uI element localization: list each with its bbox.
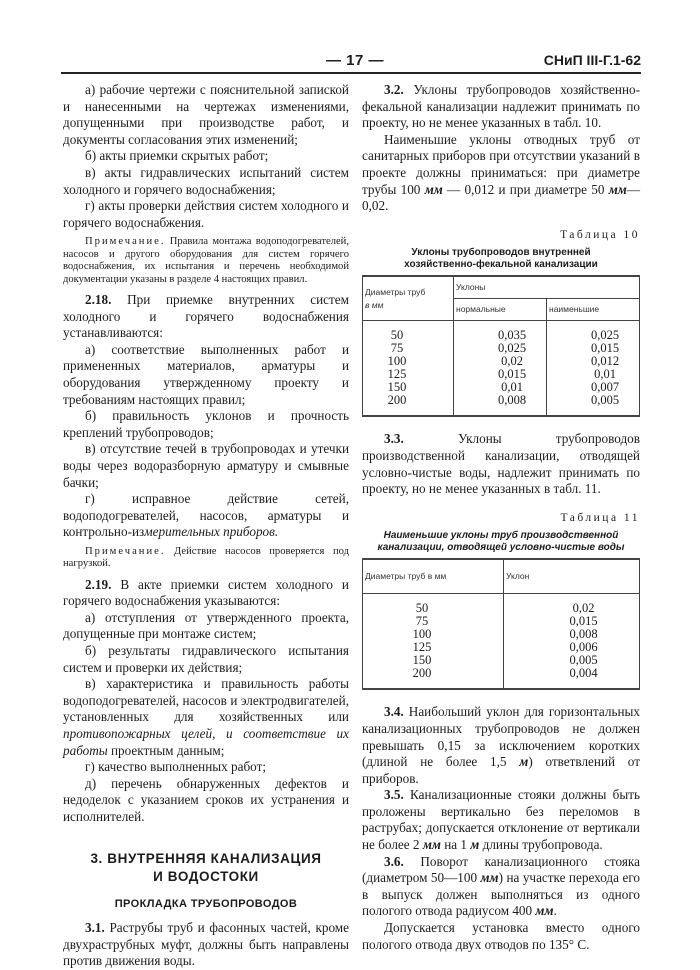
- cell-slope: 0,004: [504, 667, 640, 689]
- cell-normal-slope: 0,008: [454, 394, 547, 416]
- table-11-caption: Таблица 11: [560, 511, 640, 524]
- unit: м: [519, 754, 529, 770]
- item-text: в) характеристика и правильность работы водоподогревателей, насосов и электродвигателей, установленных для хозяйственных или: [63, 676, 349, 725]
- item-2-19-v: [63, 676, 349, 759]
- table-row: [363, 615, 640, 628]
- cell-slope: 0,015: [504, 615, 640, 628]
- section-number: 2.19.: [85, 576, 112, 592]
- section-text: В акте приемки систем холодного и горячего водоснабжения указываются:: [63, 576, 349, 609]
- section-text: Канализационные стояки должны быть проложены вертикально без переломов в раструбах; допускается отклонение от вертикали не более 2: [362, 787, 640, 853]
- unit: мм: [424, 181, 443, 197]
- cell-slope: 0,006: [504, 641, 640, 654]
- section-text: ) ответвлений от приборов.: [362, 754, 640, 786]
- item-2-18-g: [63, 491, 349, 541]
- left-column: [63, 82, 349, 970]
- cell-normal-slope: 0,02: [454, 355, 547, 368]
- section-number: 3.1.: [85, 920, 105, 936]
- item-2-18-a: а) соответствие выполненных работ и примененных материалов, арматуры и оборудования утвержденному проекту и требованиям настоящих правил;: [63, 341, 349, 407]
- cell-diameter: 50: [363, 321, 454, 343]
- table-11-title: [362, 530, 640, 554]
- section-number: 3.4.: [384, 704, 404, 720]
- column-header-slope: Уклон: [504, 559, 640, 594]
- section-text: ) на участке перехода его в выпуск должен выполняться из одного пологого отвода радиусом 400: [362, 870, 640, 919]
- item-2-18-v: в) отсутствие течей в трубопроводах и утечки воды через водоразборную арматуру и смывные бачки;: [63, 441, 349, 490]
- table-title-line: Наименьшие уклоны труб производственной: [383, 530, 619, 542]
- table-row: [363, 594, 640, 616]
- table-11: [362, 558, 640, 690]
- section-3-6: [362, 854, 640, 920]
- section-3-3: [362, 431, 640, 497]
- column-header-minimum: наименьшие: [547, 299, 640, 321]
- text: — 0,012 и при диаметре 50: [442, 181, 609, 197]
- section-3-title: [63, 850, 349, 886]
- section-number: 3.6.: [384, 853, 404, 869]
- table-10-title: [362, 247, 640, 271]
- note-label: Примечание.: [85, 236, 166, 248]
- cell-diameter: 100: [363, 355, 454, 368]
- unit: м: [470, 837, 480, 853]
- section-text: При приемке внутренних систем холодного и горячего водоснабжения устанавливаются:: [63, 291, 349, 341]
- section-text: Уклоны трубопроводов хозяйственно-фекальной канализации надлежит принимать по проекту, но не менее указанных в табл. 10.: [362, 82, 640, 131]
- section-number: 3.5.: [384, 787, 404, 803]
- table-row: [363, 667, 640, 689]
- item-2-19-b: б) результаты гидравлического испытания систем и проверки их действия;: [63, 643, 349, 675]
- cell-normal-slope: 0,01: [454, 381, 547, 394]
- note-1: [63, 236, 349, 286]
- table-10-caption: Таблица 10: [560, 228, 640, 241]
- section-text: Уклоны трубопроводов производственной канализации, отводящей условно-чистые воды, надлежит принимать по проекту, но не менее указанных в табл. 11.: [362, 431, 640, 497]
- section-text: Наибольший уклон для горизонтальных канализационных трубопроводов не должен превышать 0,15 за исключением коротких (длиной не более 1,5: [362, 704, 640, 770]
- unit: мм: [422, 837, 441, 853]
- cell-diameter: 150: [363, 381, 454, 394]
- cell-normal-slope: 0,035: [454, 321, 547, 343]
- right-column: [362, 82, 640, 953]
- section-3-4: [362, 704, 640, 787]
- header-rule: [61, 72, 641, 74]
- table-title-line: Уклоны трубопроводов внутренней: [411, 247, 591, 259]
- section-2-19: [63, 577, 349, 610]
- table-row: [363, 628, 640, 641]
- cell-diameter: 75: [363, 342, 454, 355]
- item-a-working-drawings: а) рабочие чертежи с пояснительной запиской и нанесенными на чертежах изменениями, допущенными при производстве работ, и документы согласования этих изменений;: [63, 82, 349, 147]
- table-row: [363, 321, 640, 343]
- cell-minimum-slope: 0,005: [547, 394, 640, 416]
- unit: мм: [608, 181, 627, 197]
- item-v-hydraulic-tests: в) акты гидравлических испытаний систем холодного и горячего водоснабжения;: [63, 164, 349, 197]
- cell-minimum-slope: 0,007: [547, 381, 640, 394]
- section-number: 3.3.: [384, 431, 404, 447]
- section-3-6-paragraph-2: Допускается установка вместо одного пологого отвода двух отводов по 135° С.: [362, 920, 640, 952]
- cell-diameter: 75: [363, 615, 504, 628]
- section-text: .: [553, 903, 557, 919]
- unit: мм: [535, 903, 554, 919]
- table-row: [363, 394, 640, 416]
- section-2-18: [63, 292, 349, 342]
- item-2-19-g: г) качество выполненных работ;: [85, 759, 267, 775]
- item-b-hidden-works: б) акты приемки скрытых работ;: [85, 148, 269, 164]
- cell-diameter: 100: [363, 628, 504, 641]
- item-2-19-a: а) отступления от утвержденного проекта, допущенные при монтаже систем;: [63, 609, 349, 642]
- cell-diameter: 50: [363, 594, 504, 616]
- page-header: [61, 50, 641, 72]
- section-3-1: [63, 920, 349, 970]
- document-code: СНиП III-Г.1-62: [543, 52, 641, 68]
- note-text: Действие насосов проверяется под нагрузкой.: [63, 545, 349, 570]
- note-label: Примечание.: [85, 545, 166, 557]
- cell-normal-slope: 0,025: [454, 342, 547, 355]
- item-g-operation-tests: г) акты проверки действия систем холодного и горячего водоснабжения.: [63, 198, 349, 230]
- column-header-normal: нормальные: [454, 299, 547, 321]
- page-number: — 17 —: [326, 52, 385, 69]
- cell-slope: 0,005: [504, 654, 640, 667]
- item-text-italic: противопожарных целей, и соответствие их работы: [63, 726, 349, 758]
- item-2-18-b: б) правильность уклонов и прочность креплений трубопроводов;: [63, 408, 349, 440]
- section-text: Раструбы труб и фасонных частей, кроме двухраструбных муфт, должны быть направлены против движения воды.: [63, 920, 349, 969]
- cell-minimum-slope: 0,015: [547, 342, 640, 355]
- table-title-line: канализации, отводящей условно-чистые воды: [377, 542, 625, 554]
- section-text: Поворот канализационного стояка (диаметром 50—100: [362, 853, 640, 886]
- section-title-line: И ВОДОСТОКИ: [153, 868, 259, 884]
- header-text: в мм: [365, 299, 384, 310]
- column-header-diameter: [363, 276, 454, 321]
- section-text: на 1: [440, 837, 471, 853]
- section-3-2: [362, 82, 640, 132]
- note-2: [63, 546, 349, 571]
- cell-diameter: 150: [363, 654, 504, 667]
- table-10: [362, 275, 640, 417]
- section-number: 3.2.: [384, 82, 404, 97]
- table-title-line: хозяйственно-фекальной канализации: [404, 259, 598, 271]
- cell-minimum-slope: 0,012: [547, 355, 640, 368]
- cell-diameter: 200: [363, 394, 454, 416]
- section-number: 2.18.: [85, 291, 112, 307]
- header-text: Диаметры труб: [365, 286, 426, 297]
- cell-slope: 0,02: [504, 594, 640, 616]
- item-2-19-d: д) перечень обнаруженных дефектов и недоделок с указанием сроков их устранения и исполнителей.: [63, 775, 349, 824]
- text: — 0,02.: [362, 181, 640, 214]
- section-title-line: 3. ВНУТРЕННЯЯ КАНАЛИЗАЦИЯ: [90, 850, 322, 866]
- section-3-2-paragraph-2: [362, 132, 640, 215]
- cell-normal-slope: 0,015: [454, 368, 547, 381]
- cell-minimum-slope: 0,01: [547, 368, 640, 381]
- section-text: длины трубопровода.: [479, 837, 603, 853]
- cell-diameter: 200: [363, 667, 504, 689]
- column-header-diameter: Диаметры труб в мм: [363, 559, 504, 594]
- item-text-italic: мерительных приборов.: [144, 524, 279, 540]
- note-text: Правила монтажа водоподогревателей, насосов и другого оборудования для систем горячего водоснабжения, их испытания и перечень необходимой документации указаны в разделе 4 настоящих правил.: [63, 236, 349, 285]
- section-3-5: [362, 787, 640, 853]
- table-row: [363, 641, 640, 654]
- item-text: проектным данным;: [107, 742, 225, 758]
- cell-diameter: 125: [363, 641, 504, 654]
- text: Наименьшие уклоны отводных труб от санитарных приборов при отсутствии указаний в проекте должны приниматься: при диаметре трубы 100: [362, 131, 640, 197]
- subsection-title: ПРОКЛАДКА ТРУБОПРОВОДОВ: [114, 897, 298, 910]
- unit: мм: [480, 870, 499, 886]
- column-header-slopes: Уклоны: [454, 276, 640, 299]
- cell-minimum-slope: 0,025: [547, 321, 640, 343]
- item-text: г) исправное действие сетей, водоподогревателей, насосов, арматуры и контрольно-из: [63, 491, 349, 540]
- cell-slope: 0,008: [504, 628, 640, 641]
- cell-diameter: 125: [363, 368, 454, 381]
